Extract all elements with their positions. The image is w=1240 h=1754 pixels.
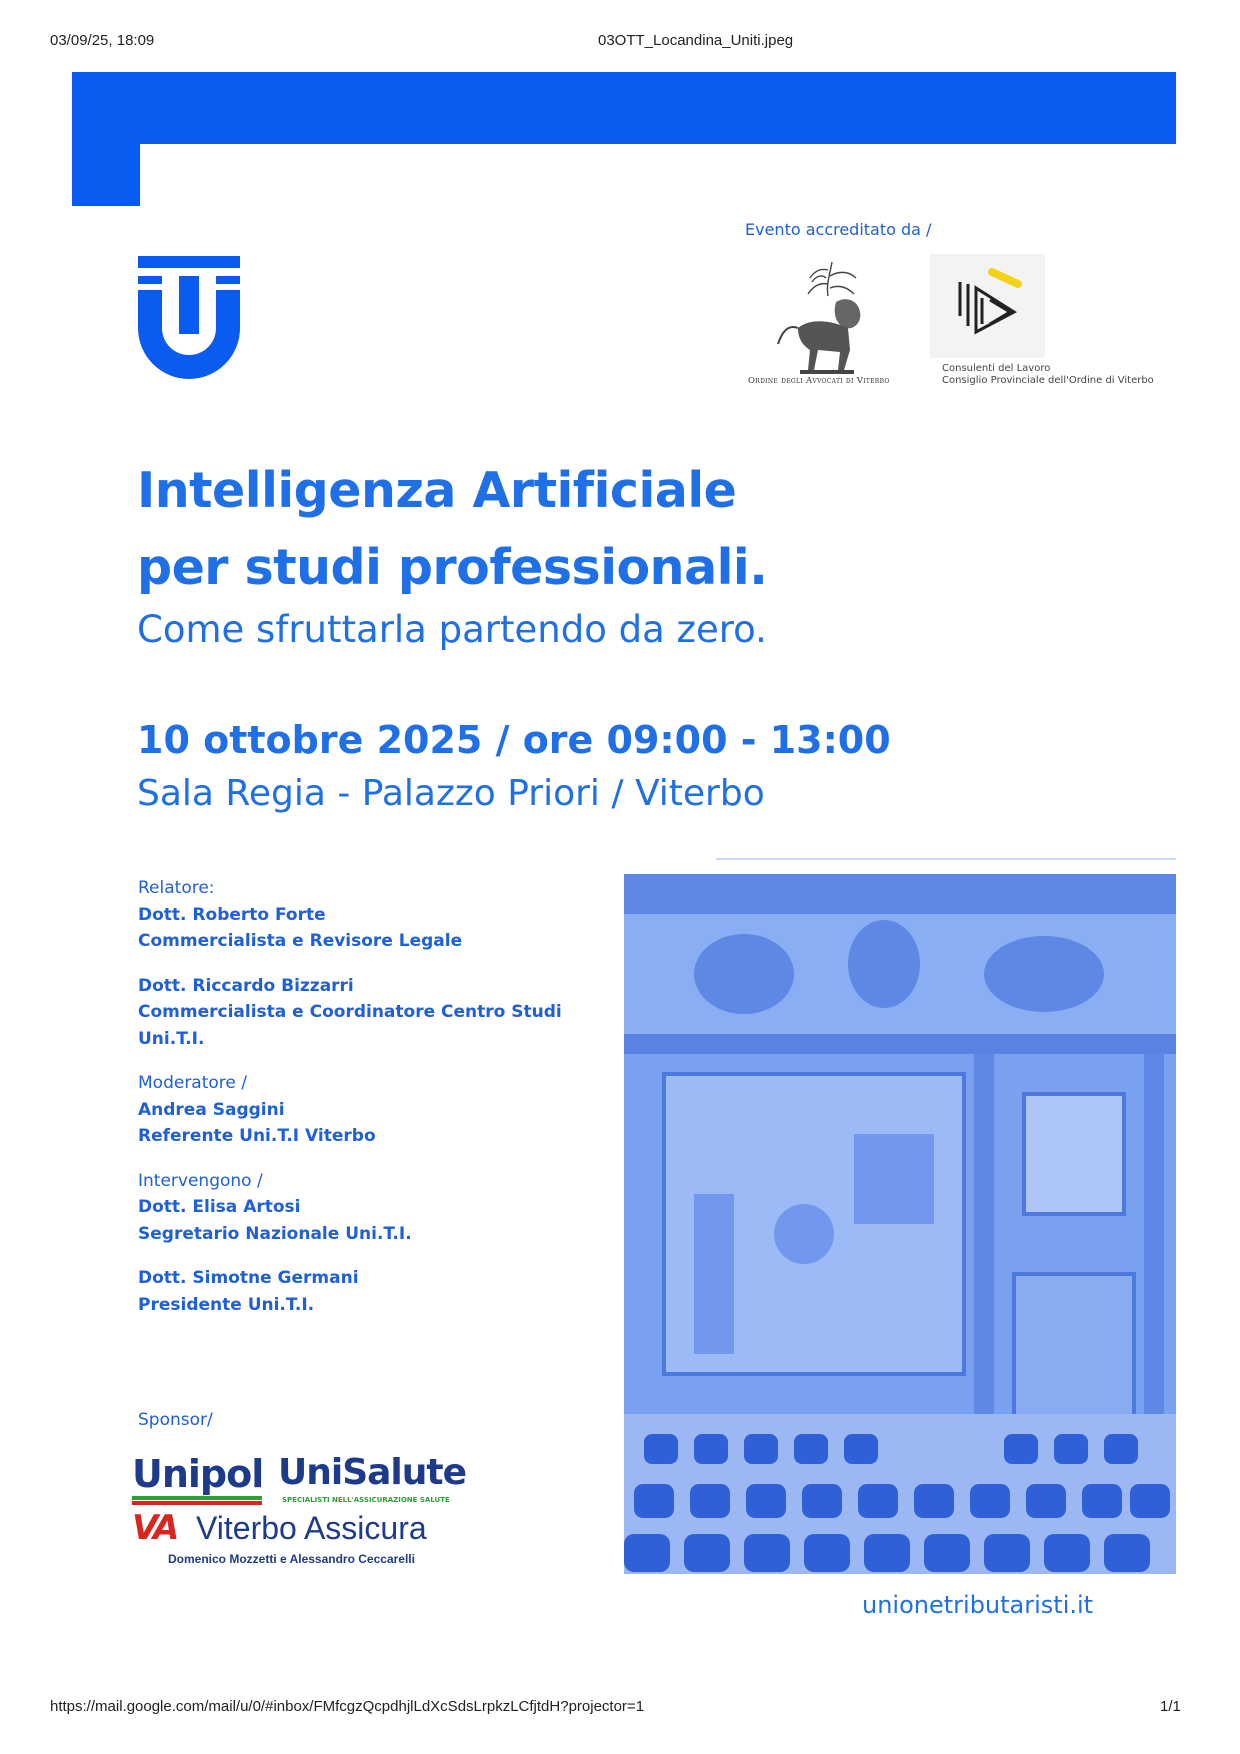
caption-line-1: Consulenti del Lavoro xyxy=(942,363,1051,374)
va-logo-mark: VA xyxy=(132,1508,177,1548)
divider-line xyxy=(716,858,1176,860)
print-datetime: 03/09/25, 18:09 xyxy=(50,32,155,49)
hall-photo-icon xyxy=(624,874,1176,1574)
website-link[interactable]: unionetributaristi.it xyxy=(862,1591,1094,1619)
unipol-logo: Unipol xyxy=(132,1452,264,1496)
sala-regia-photo xyxy=(624,874,1176,1574)
event-subtitle: Come sfruttarla partendo da zero. xyxy=(137,608,767,651)
sponsor-logos xyxy=(132,1452,467,1570)
print-page-number: 1/1 xyxy=(1160,1698,1181,1715)
header-blue-band xyxy=(72,72,1176,144)
consulenti-lavoro-caption xyxy=(942,363,1154,387)
intervengono-label: Intervengono / xyxy=(138,1170,263,1191)
print-filename: 03OTT_Locandina_Uniti.jpeg xyxy=(598,32,794,49)
event-title-line-2: per studi professionali. xyxy=(137,539,768,596)
relatore-2-role-cont: Uni.T.I. xyxy=(138,1028,205,1049)
unisalute-logo: UniSalute xyxy=(278,1452,467,1493)
event-title-line-1: Intelligenza Artificiale xyxy=(137,462,737,519)
print-url: https://mail.google.com/mail/u/0/#inbox/FMfcgzQcpdhjlLdXcSdsLrpkzLCfjtdH?projector=1 xyxy=(50,1698,645,1715)
speakers-list xyxy=(138,875,588,1318)
viterbo-assicura-people: Domenico Mozzetti e Alessandro Ceccarelli xyxy=(168,1552,415,1566)
relatore-2-role: Commercialista e Coordinatore Centro Studi xyxy=(138,1002,562,1022)
relatore-1-name: Dott. Roberto Forte xyxy=(138,904,326,925)
accreditation-label: Evento accreditato da / xyxy=(745,220,932,239)
consulenti-lavoro-logo xyxy=(930,254,1045,358)
caption-line-2: Consiglio Provinciale dell'Ordine di Viterbo xyxy=(942,375,1154,386)
event-title xyxy=(137,452,767,606)
intervento-2-name: Dott. Simotne Germani xyxy=(138,1268,359,1288)
uniti-logo-icon xyxy=(138,256,240,380)
relatore-2-name: Dott. Riccardo Bizzarri xyxy=(138,975,354,996)
relatore-label: Relatore: xyxy=(138,878,215,898)
intervento-1-role: Segretario Nazionale Uni.T.I. xyxy=(138,1223,412,1244)
sponsor-label: Sponsor/ xyxy=(138,1410,213,1430)
moderatore-name: Andrea Saggini xyxy=(138,1099,285,1120)
unisalute-tagline: SPECIALISTI NELL'ASSICURAZIONE SALUTE xyxy=(282,1496,450,1504)
event-venue: Sala Regia - Palazzo Priori / Viterbo xyxy=(137,773,765,814)
intervento-2-role: Presidente Uni.T.I. xyxy=(138,1294,315,1315)
lion-emblem-icon xyxy=(770,258,890,376)
moderatore-role: Referente Uni.T.I Viterbo xyxy=(138,1126,376,1146)
viterbo-assicura-logo: Viterbo Assicura xyxy=(196,1510,427,1546)
header-blue-tab xyxy=(72,144,140,206)
event-date-time: 10 ottobre 2025 / ore 09:00 - 13:00 xyxy=(137,718,891,762)
red-stripe xyxy=(132,1501,262,1505)
moderatore-label: Moderatore / xyxy=(138,1073,247,1093)
relatore-1-role: Commercialista e Revisore Legale xyxy=(138,931,463,951)
consulenti-lavoro-logo-icon xyxy=(930,254,1045,358)
lion-emblem-caption: Ordine degli Avvocati di Viterbo xyxy=(748,376,890,386)
intervento-1-name: Dott. Elisa Artosi xyxy=(138,1197,301,1217)
green-stripe xyxy=(132,1496,262,1500)
